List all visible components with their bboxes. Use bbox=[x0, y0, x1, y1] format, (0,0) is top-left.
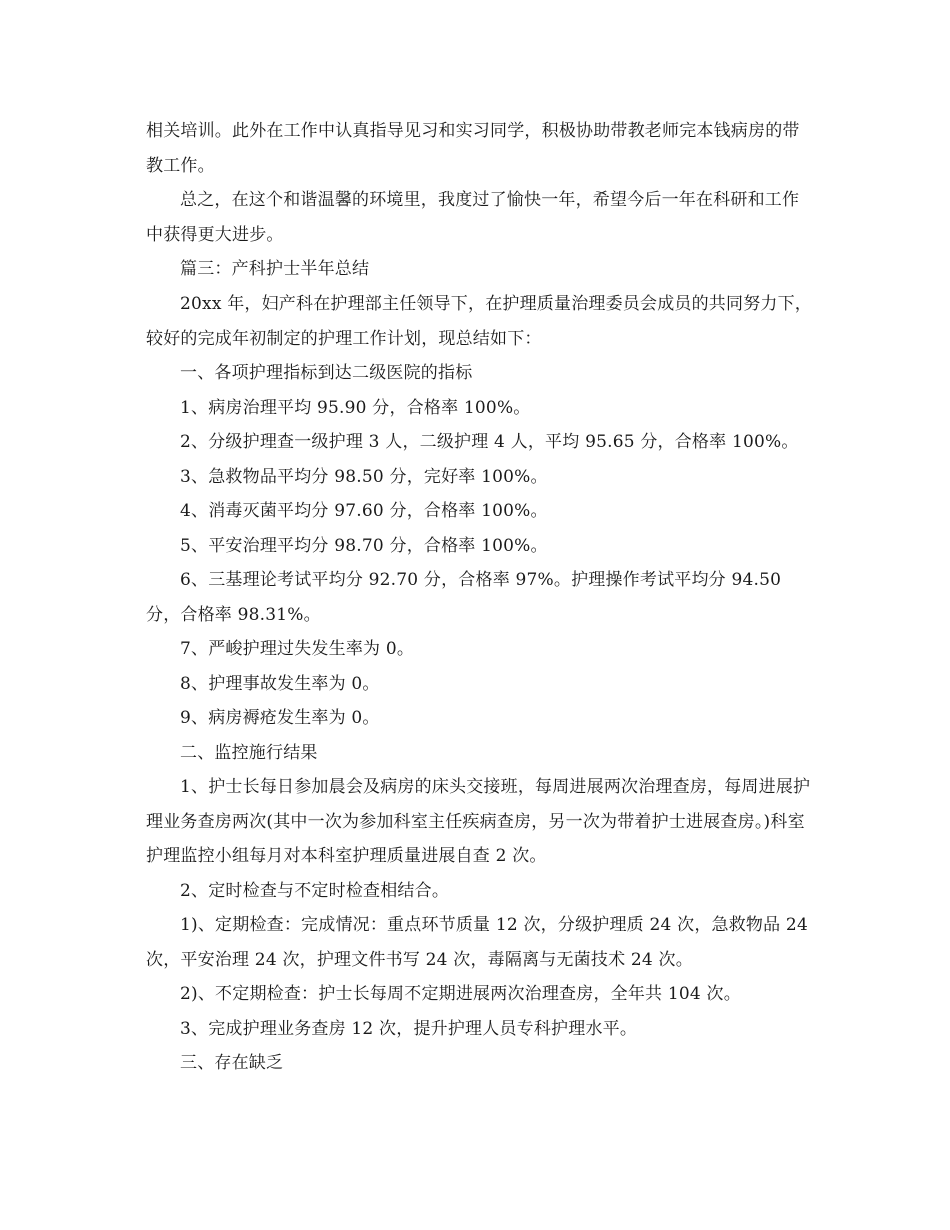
section-heading-part3: 篇三：产科护士半年总结 bbox=[180, 259, 370, 279]
list-item: 1)、定期检查：完成情况：重点环节质量 12 次，分级护理质 24 次，急救物品 24 次，平安治理 24 次，护理文件书写 24 次，毒隔离与无菌技术 24 次。 bbox=[146, 915, 808, 970]
heading-indicators: 一、各项护理指标到达二级医院的指标 bbox=[180, 363, 473, 383]
list-item: 3、完成护理业务查房 12 次，提升护理人员专科护理水平。 bbox=[180, 1019, 638, 1039]
list-item: 8、护理事故发生率为 0。 bbox=[180, 674, 380, 694]
list-item: 1、护士长每日参加晨会及病房的床头交接班，每周进展两次治理查房，每周进展护理业务查房两次(其中一次为参加科室主任疾病查房，另一次为带着护士进展查房。)科室护理监控小组每月对本科室护理质量进展自查 2 次。 bbox=[146, 777, 811, 866]
list-item: 1、病房治理平均 95.90 分，合格率 100%。 bbox=[180, 398, 531, 418]
list-item: 6、三基理论考试平均分 92.70 分，合格率 97%。护理操作考试平均分 94.50 分，合格率 98.31%。 bbox=[146, 570, 782, 625]
list-item: 2、定时检查与不定时检查相结合。 bbox=[180, 881, 450, 901]
paragraph-summary: 总之，在这个和谐温馨的环境里，我度过了愉快一年，希望今后一年在科研和工作中获得更大进步。 bbox=[146, 190, 800, 245]
heading-monitoring: 二、监控施行结果 bbox=[180, 743, 318, 763]
list-item: 5、平安治理平均分 98.70 分，合格率 100%。 bbox=[180, 536, 548, 556]
list-item: 7、严峻护理过失发生率为 0。 bbox=[180, 639, 415, 659]
list-item: 2、分级护理查一级护理 3 人，二级护理 4 人，平均 95.65 分，合格率 100%。 bbox=[180, 432, 799, 452]
list-item: 9、病房褥疮发生率为 0。 bbox=[180, 708, 380, 728]
paragraph-intro: 20xx 年，妇产科在护理部主任领导下，在护理质量治理委员会成员的共同努力下，较好的完成年初制定的护理工作计划，现总结如下： bbox=[146, 294, 813, 349]
heading-shortcomings: 三、存在缺乏 bbox=[180, 1053, 284, 1073]
paragraph-continuation: 相关培训。此外在工作中认真指导见习和实习同学，积极协助带教老师完本钱病房的带教工作。 bbox=[146, 121, 800, 176]
list-item: 2)、不定期检查：护士长每周不定期进展两次治理查房，全年共 104 次。 bbox=[180, 984, 741, 1004]
list-item: 3、急救物品平均分 98.50 分，完好率 100%。 bbox=[180, 467, 548, 487]
list-item: 4、消毒灭菌平均分 97.60 分，合格率 100%。 bbox=[180, 501, 548, 521]
